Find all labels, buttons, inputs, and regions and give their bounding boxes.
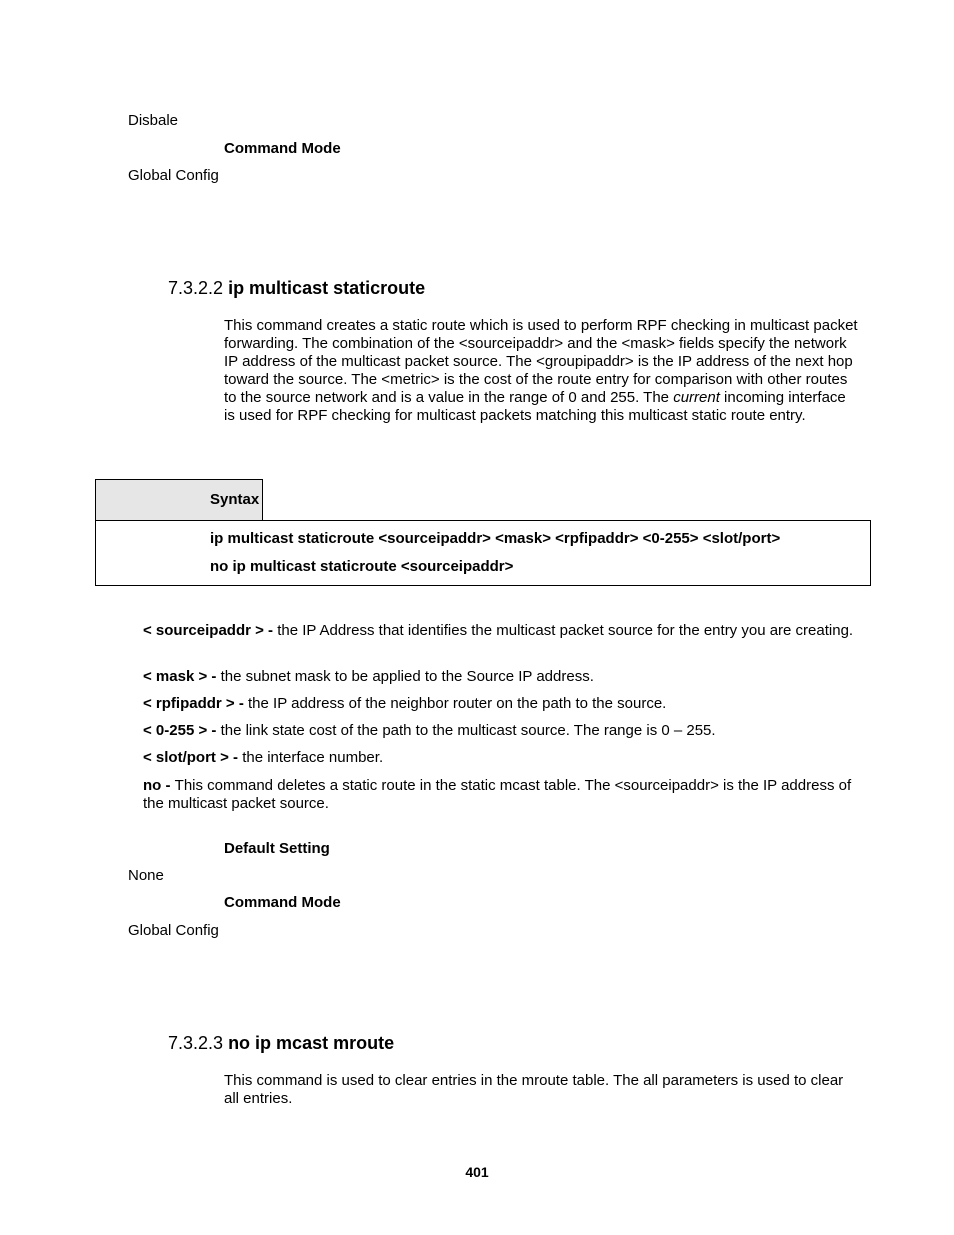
param-term: < slot/port > - [143, 749, 243, 766]
section-heading [168, 277, 425, 299]
param-desc: the subnet mask to be applied to the Source IP address. [220, 668, 594, 685]
default-value: Disbale [128, 112, 179, 129]
param-item [143, 622, 863, 640]
param-item [143, 722, 863, 740]
description-italic: current [673, 389, 720, 406]
page-number: 401 [465, 1164, 489, 1180]
param-term: < rpfipaddr > - [143, 695, 249, 712]
description-text-1: This command creates a static route which is used to perform RPF checking in multicast packet forwarding. The combination of the <sourceipaddr> and the <mask> fields specify the network IP address of the multicast packet source. The <groupipaddr> is the IP address of the next hop toward the source. The <metric> is the cost of the route entry for comparison with other routes to the source network and is a value in the range of 0 and 255. The [224, 317, 858, 406]
default-setting-label: Default Setting [224, 840, 330, 857]
section-title: ip multicast staticroute [228, 278, 426, 298]
section-number: 7.3.2.3 [168, 1033, 224, 1053]
description-text-2: incoming interface is used for RPF checking for multicast packets matching this multicast static route entry. [224, 389, 846, 424]
param-desc: This command deletes a static route in the static mcast table. The <sourceipaddr> is the IP address of the multicast packet source. [143, 777, 852, 812]
param-term: no - [143, 777, 175, 794]
param-item [143, 749, 863, 767]
param-desc: the IP Address that identifies the multicast packet source for the entry you are creating. [277, 622, 854, 639]
syntax-box [95, 520, 871, 586]
syntax-tab [95, 479, 263, 520]
param-term: < 0-255 > - [143, 722, 221, 739]
syntax-line-1: ip multicast staticroute <sourceipaddr> <mask> <rpfipaddr> <0-255> <slot/port> [210, 530, 781, 547]
param-item [143, 777, 863, 813]
syntax-line-2: no ip multicast staticroute <sourceipaddr> [210, 558, 514, 575]
command-mode-value: Global Config [128, 922, 219, 939]
command-mode-label: Command Mode [224, 140, 341, 157]
section-description: This command is used to clear entries in the mroute table. The all parameters is used to clear all entries. [224, 1072, 844, 1107]
param-desc: the interface number. [242, 749, 384, 766]
param-desc: the IP address of the neighbor router on the path to the source. [248, 695, 667, 712]
param-desc: the link state cost of the path to the multicast source. The range is 0 – 255. [220, 722, 716, 739]
default-setting-value: None [128, 867, 164, 884]
command-mode-value: Global Config [128, 167, 219, 184]
section-heading [168, 1032, 394, 1054]
section-description [224, 317, 860, 425]
command-mode-label: Command Mode [224, 894, 341, 911]
param-item [143, 668, 863, 686]
param-term: < sourceipaddr > - [143, 622, 278, 639]
section-number: 7.3.2.2 [168, 278, 224, 298]
syntax-label: Syntax [210, 491, 260, 508]
section-title: no ip mcast mroute [228, 1033, 395, 1053]
param-item [143, 695, 863, 713]
param-term: < mask > - [143, 668, 221, 685]
